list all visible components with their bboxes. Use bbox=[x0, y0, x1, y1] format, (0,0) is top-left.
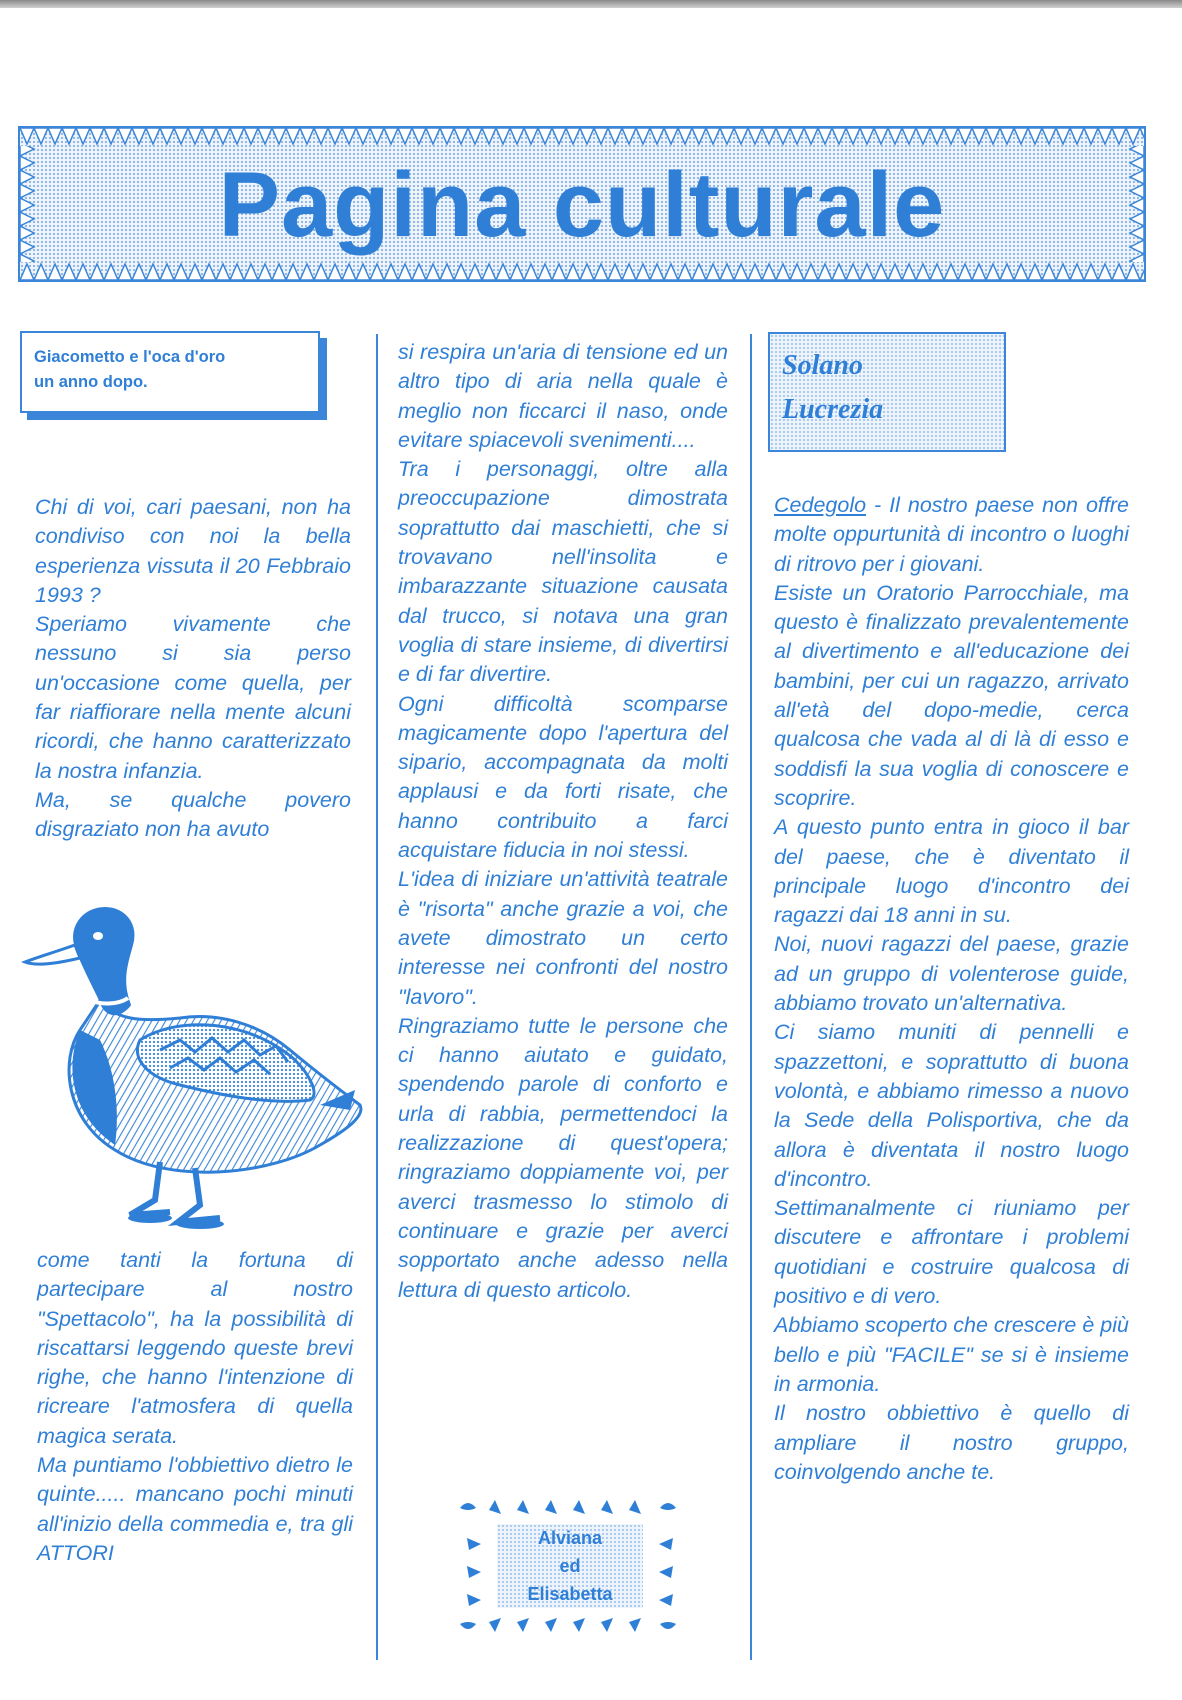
duck-illustration bbox=[20, 900, 370, 1230]
paragraph: Ogni difficoltà scomparse magicamente dopo l'apertura del sipario, accompagnata da molti applausi e da forti risate, che hanno contribuito a farci acquistare fiducia in noi stessi. bbox=[398, 691, 728, 863]
paragraph: come tanti la fortuna di partecipare al nostro "Spettacolo", ha la possibilità di riscattarsi leggendo queste brevi righe, che hanno l'intenzione di ricreare l'atmosfera di quella magica serata. bbox=[37, 1248, 353, 1448]
place-name: Cedegolo bbox=[774, 493, 867, 517]
author-connector: ed bbox=[559, 1556, 581, 1576]
left-column-bottom-text bbox=[37, 1246, 353, 1568]
right-column-text bbox=[774, 491, 1129, 1487]
column-rule-right bbox=[750, 334, 752, 1660]
paragraph: Ci siamo muniti di pennelli e spazzettoni, e soprattutto di buona volontà, e abbiamo rimesso a nuovo la Sede della Polisportiva, che da allora è diventata il nostro luogo d'incontro. bbox=[774, 1020, 1129, 1191]
left-column-top-text bbox=[35, 493, 351, 845]
author-name-box bbox=[768, 332, 1006, 452]
paragraph-continuation: - Il nostro paese non offre molte oppurtunità di incontro o luoghi di ritrovo per i giovani. bbox=[774, 493, 1129, 576]
paragraph: Ma puntiamo l'obbiettivo dietro le quinte..... mancano pochi minuti all'inizio della commedia e, tra gli ATTORI bbox=[37, 1453, 353, 1565]
author-2: Elisabetta bbox=[527, 1584, 613, 1604]
page-title: Pagina culturale bbox=[218, 154, 946, 256]
paragraph bbox=[774, 491, 1129, 579]
paragraph: Ma, se qualche povero disgraziato non ha avuto bbox=[35, 787, 351, 842]
article-title-box bbox=[20, 331, 320, 413]
paragraph: A questo punto entra in gioco il bar del paese, che è diventato il principale luogo d'incontro dei ragazzi dai 18 anni in su. bbox=[774, 815, 1129, 928]
authors-names bbox=[497, 1524, 643, 1608]
header-banner bbox=[18, 126, 1146, 282]
paragraph: Esiste un Oratorio Parrocchiale, ma questo è finalizzato prevalentemente al divertimento e all'educazione dei bambini, per cui un ragazzo, arrivato all'età del dopo-medie, cerca qualcosa che vada al di là di esso e soddisfi la sua voglia di conoscere e scoprire. bbox=[774, 580, 1129, 810]
paragraph: Ringraziamo tutte le persone che ci hanno aiutato e guidato, spendendo parole di conforto e urla di rabbia, permettendoci la realizzazione di quest'opera; ringraziamo doppiamente voi, per averci trasmesso lo stimolo di continuare e grazie per averci sopportato anche adesso nella lettura di questo articolo. bbox=[398, 1013, 728, 1302]
column-rule-left bbox=[376, 334, 378, 1660]
banner-zigzag-top bbox=[20, 128, 1144, 146]
paragraph: Il nostro obbiettivo è quello di ampliare il nostro gruppo, coinvolgendo anche te. bbox=[774, 1401, 1129, 1484]
paragraph: Noi, nuovi ragazzi del paese, grazie ad un gruppo di volenterose guide, abbiamo trovato un'alternativa. bbox=[774, 932, 1129, 1016]
paragraph: L'idea di iniziare un'attività teatrale è "risorta" anche grazie a voi, che avete dimostrato un certo interesse nei confronti del nostro "lavoro". bbox=[398, 867, 728, 1009]
middle-column-text bbox=[398, 338, 728, 1305]
paragraph: Abbiamo scoperto che crescere è più bello e più "FACILE" se si è insieme in armonia. bbox=[774, 1313, 1129, 1396]
paragraph: Settimanalmente ci riuniamo per discutere e affrontare i problemi quotidiani e costruire qualcosa di positivo e di vero. bbox=[774, 1196, 1129, 1309]
article-title-line-2: un anno dopo. bbox=[34, 373, 148, 391]
paragraph: Chi di voi, cari paesani, non ha condiviso con noi la bella esperienza vissuta il 20 Febbraio 1993 ? bbox=[35, 495, 351, 607]
paragraph: Speriamo vivamente che nessuno si sia perso un'occasione come quella, per far riaffiorare nella mente alcuni ricordi, che hanno caratterizzato la nostra infanzia. bbox=[35, 612, 351, 783]
paragraph: si respira un'aria di tensione ed un altro tipo di aria nella quale è meglio non ficcarci il naso, onde evitare spiacevoli svenimenti.... bbox=[398, 340, 728, 452]
authors-signature bbox=[455, 1490, 685, 1640]
paragraph: Tra i personaggi, oltre alla preoccupazione dimostrata soprattutto dai maschietti, che si trovavano nell'insolita e imbarazzante situazione causata dal trucco, si notava una gran voglia di stare insieme, di divertirsi e di far divertire. bbox=[398, 457, 728, 687]
page-top-edge bbox=[0, 0, 1182, 8]
author-1: Alviana bbox=[537, 1528, 603, 1548]
author-first-name: Solano bbox=[782, 350, 863, 381]
author-last-name: Lucrezia bbox=[782, 394, 884, 425]
banner-zigzag-bottom bbox=[20, 262, 1144, 280]
article-title-line-1: Giacometto e l'oca d'oro bbox=[34, 348, 226, 366]
